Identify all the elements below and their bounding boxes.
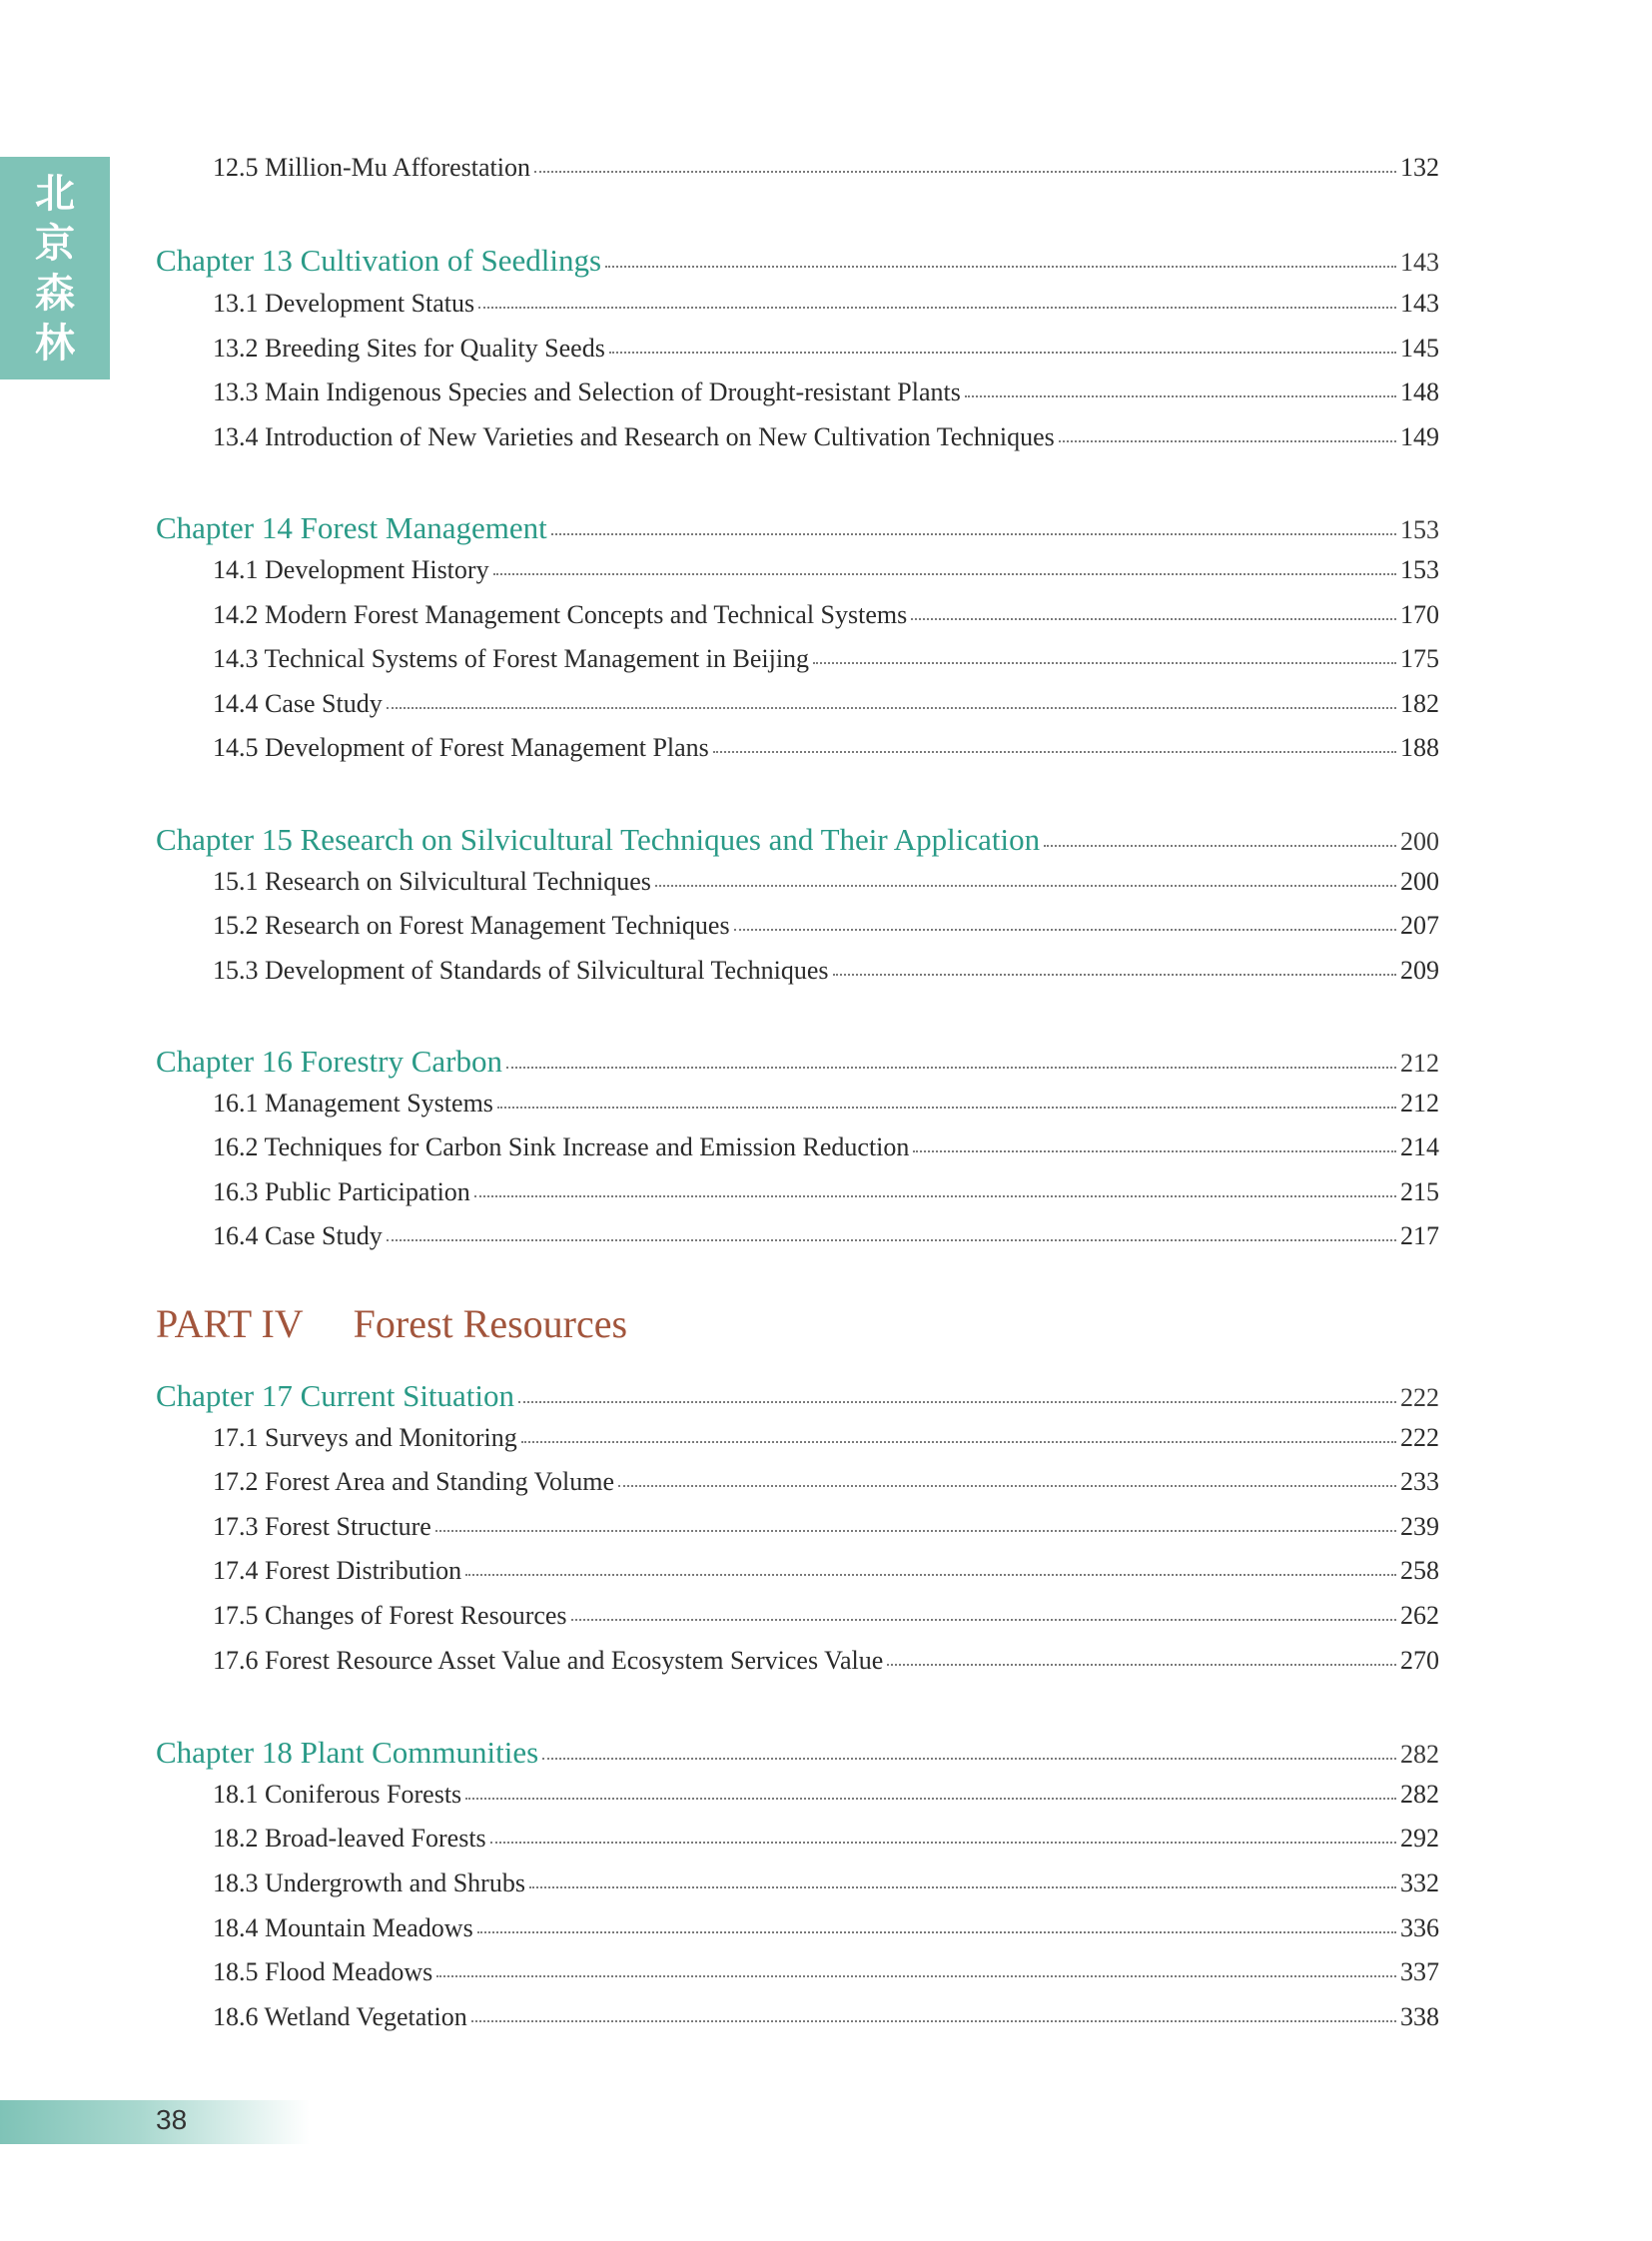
toc-entry-page: 148 xyxy=(1400,377,1439,406)
toc-entry[interactable] xyxy=(213,1601,1439,1631)
part-title: Forest Resources xyxy=(353,1301,628,1346)
dot-leader xyxy=(713,751,1396,753)
toc-entry-page: 188 xyxy=(1400,733,1439,762)
toc-entry-title: 15.2 Research on Forest Management Techniques xyxy=(213,911,730,940)
page-number: 38 xyxy=(156,2104,188,2135)
dot-leader xyxy=(913,1150,1396,1152)
toc-entry-title: 14.1 Development History xyxy=(213,555,489,584)
toc-entry-page: 270 xyxy=(1400,1646,1439,1675)
dot-leader xyxy=(618,1485,1396,1487)
toc-entry-page: 222 xyxy=(1400,1423,1439,1452)
dot-leader xyxy=(609,352,1396,354)
dot-leader xyxy=(965,395,1396,397)
toc-entry[interactable] xyxy=(213,733,1439,763)
dot-leader xyxy=(474,1195,1396,1197)
dot-leader xyxy=(1059,440,1396,442)
toc-entry[interactable] xyxy=(213,2002,1439,2032)
toc-entry[interactable] xyxy=(213,1177,1439,1207)
toc-entry-title: 13.4 Introduction of New Varieties and Research on New Cultivation Techniques xyxy=(213,422,1055,451)
toc-entry-title: 14.4 Case Study xyxy=(213,689,383,718)
toc-entry-page: 233 xyxy=(1400,1467,1439,1496)
toc-chapter-18[interactable] xyxy=(156,1735,1439,1771)
toc-entry[interactable] xyxy=(213,1913,1439,1943)
toc-entry-title: 16.4 Case Study xyxy=(213,1221,383,1250)
chapter-page: 143 xyxy=(1400,248,1439,277)
toc-chapter-15[interactable] xyxy=(156,822,1439,858)
dot-leader xyxy=(887,1664,1396,1666)
toc-entry-title: 17.2 Forest Area and Standing Volume xyxy=(213,1467,615,1496)
toc-entry-title: 14.2 Modern Forest Management Concepts and Technical Systems xyxy=(213,600,908,629)
dot-leader xyxy=(493,573,1396,575)
toc-entry-title: 13.1 Development Status xyxy=(213,289,475,318)
chapter-title: Chapter 14 Forest Management xyxy=(156,510,547,545)
chapter-title: Chapter 16 Forestry Carbon xyxy=(156,1044,502,1079)
dot-leader xyxy=(551,533,1396,535)
toc-entry-title: 12.5 Million-Mu Afforestation xyxy=(213,153,531,182)
toc-entry-page: 337 xyxy=(1400,1957,1439,1986)
dot-leader xyxy=(478,307,1396,309)
toc-entry-page: 175 xyxy=(1400,644,1439,673)
toc-entry-title: 13.3 Main Indigenous Species and Selection of Drought-resistant Plants xyxy=(213,377,961,406)
chapter-page: 282 xyxy=(1400,1740,1439,1769)
toc-entry-page: 200 xyxy=(1400,867,1439,896)
chapter-title: Chapter 18 Plant Communities xyxy=(156,1735,539,1770)
toc-entry-title: 16.2 Techniques for Carbon Sink Increase and Emission Reduction xyxy=(213,1132,910,1161)
chapter-page: 212 xyxy=(1400,1049,1439,1078)
toc-entry-title: 16.3 Public Participation xyxy=(213,1177,470,1206)
toc-entry[interactable] xyxy=(213,600,1439,630)
dot-leader xyxy=(435,1530,1396,1532)
chapter-page: 222 xyxy=(1400,1383,1439,1412)
toc-entry-page: 170 xyxy=(1400,600,1439,629)
dot-leader xyxy=(465,1798,1396,1800)
dot-leader xyxy=(518,1401,1396,1403)
toc-entry[interactable] xyxy=(213,1132,1439,1162)
toc-entry-title: 14.3 Technical Systems of Forest Management in Beijing xyxy=(213,644,810,673)
side-tab-char: 森 xyxy=(35,270,75,317)
toc-entry[interactable] xyxy=(213,1089,1439,1119)
dot-leader xyxy=(1044,845,1396,847)
dot-leader xyxy=(521,1441,1396,1443)
dot-leader xyxy=(534,171,1396,173)
dot-leader xyxy=(490,1842,1396,1844)
dot-leader xyxy=(605,266,1396,268)
toc-entry[interactable] xyxy=(213,289,1439,319)
toc-entry-page: 209 xyxy=(1400,956,1439,985)
dot-leader xyxy=(497,1107,1396,1109)
toc-entry-title: 18.1 Coniferous Forests xyxy=(213,1780,462,1809)
side-tab-char: 北 xyxy=(35,170,75,217)
footer-bar xyxy=(0,2100,310,2144)
toc-entry-page: 239 xyxy=(1400,1512,1439,1541)
toc-entry[interactable] xyxy=(213,377,1439,407)
toc-entry-page: 207 xyxy=(1400,911,1439,940)
side-tab-logo xyxy=(0,157,110,379)
dot-leader xyxy=(477,1931,1396,1933)
toc-entry-title: 18.3 Undergrowth and Shrubs xyxy=(213,1868,525,1897)
toc-entry-page: 153 xyxy=(1400,555,1439,584)
dot-leader xyxy=(734,929,1396,931)
toc-entry[interactable] xyxy=(213,911,1439,941)
toc-entry[interactable] xyxy=(213,1824,1439,1854)
toc-entry-title: 17.5 Changes of Forest Resources xyxy=(213,1601,567,1630)
toc-entry[interactable] xyxy=(213,1556,1439,1586)
dot-leader xyxy=(436,1975,1396,1977)
side-tab-char: 京 xyxy=(35,220,75,267)
chapter-title: Chapter 15 Research on Silvicultural Techniques and Their Application xyxy=(156,822,1041,857)
toc-entry-page: 292 xyxy=(1400,1824,1439,1853)
toc-entry-title: 17.1 Surveys and Monitoring xyxy=(213,1423,517,1452)
toc-chapter-14[interactable] xyxy=(156,510,1439,546)
toc-entry[interactable] xyxy=(213,689,1439,719)
toc-entry-title: 17.6 Forest Resource Asset Value and Ecosystem Services Value xyxy=(213,1646,884,1675)
toc-entry[interactable] xyxy=(213,422,1439,452)
toc-entry-title: 17.4 Forest Distribution xyxy=(213,1556,462,1585)
toc-entry-12-5[interactable] xyxy=(213,153,1439,183)
toc-chapter-16[interactable] xyxy=(156,1044,1439,1080)
toc-entry[interactable] xyxy=(213,1646,1439,1676)
toc-entry-page: 258 xyxy=(1400,1556,1439,1585)
toc-chapter-13[interactable] xyxy=(156,243,1439,279)
toc-entry-title: 18.5 Flood Meadows xyxy=(213,1957,433,1986)
toc-entry-title: 18.2 Broad-leaved Forests xyxy=(213,1824,486,1853)
toc-entry-page: 182 xyxy=(1400,689,1439,718)
toc-entry-title: 18.6 Wetland Vegetation xyxy=(213,2002,467,2031)
toc-entry[interactable] xyxy=(213,1512,1439,1542)
dot-leader xyxy=(506,1067,1396,1069)
toc-entry-title: 15.3 Development of Standards of Silvicultural Techniques xyxy=(213,956,829,985)
toc-entry[interactable] xyxy=(213,1221,1439,1251)
toc-entry-page: 149 xyxy=(1400,422,1439,451)
toc-entry-page: 215 xyxy=(1400,1177,1439,1206)
side-tab-char: 林 xyxy=(35,320,75,367)
dot-leader xyxy=(471,2020,1396,2022)
toc-entry[interactable] xyxy=(213,956,1439,986)
toc-entry-title: 14.5 Development of Forest Management Plans xyxy=(213,733,709,762)
dot-leader xyxy=(465,1574,1396,1576)
dot-leader xyxy=(542,1758,1396,1760)
toc-entry[interactable] xyxy=(213,1957,1439,1987)
chapter-page: 200 xyxy=(1400,827,1439,856)
part-heading[interactable] xyxy=(156,1300,627,1347)
chapter-page: 153 xyxy=(1400,515,1439,544)
dot-leader xyxy=(387,1239,1396,1241)
toc-entry-page: 143 xyxy=(1400,289,1439,318)
dot-leader xyxy=(529,1886,1396,1888)
dot-leader xyxy=(813,662,1396,664)
part-number: PART IV xyxy=(156,1301,304,1346)
dot-leader xyxy=(833,974,1396,976)
dot-leader xyxy=(655,885,1396,887)
toc-entry[interactable] xyxy=(213,867,1439,897)
toc-entry[interactable] xyxy=(213,1780,1439,1810)
toc-entry[interactable] xyxy=(213,1868,1439,1898)
toc-entry-title: 16.1 Management Systems xyxy=(213,1089,493,1118)
toc-entry-page: 145 xyxy=(1400,334,1439,363)
toc-entry-page: 214 xyxy=(1400,1132,1439,1161)
toc-entry[interactable] xyxy=(213,1423,1439,1453)
toc-chapter-17[interactable] xyxy=(156,1378,1439,1414)
dot-leader xyxy=(911,618,1396,620)
chapter-title: Chapter 17 Current Situation xyxy=(156,1378,515,1413)
toc-entry-title: 18.4 Mountain Meadows xyxy=(213,1913,473,1942)
toc-entry-page: 217 xyxy=(1400,1221,1439,1250)
toc-entry[interactable] xyxy=(213,334,1439,364)
chapter-title: Chapter 13 Cultivation of Seedlings xyxy=(156,243,602,278)
dot-leader xyxy=(387,707,1396,709)
toc-entry-page: 338 xyxy=(1400,2002,1439,2031)
toc-entry-page: 262 xyxy=(1400,1601,1439,1630)
toc-entry[interactable] xyxy=(213,1467,1439,1497)
toc-entry-page: 336 xyxy=(1400,1913,1439,1942)
toc-entry-page: 132 xyxy=(1400,153,1439,182)
toc-entry-title: 13.2 Breeding Sites for Quality Seeds xyxy=(213,334,605,363)
dot-leader xyxy=(571,1619,1396,1621)
toc-entry-page: 332 xyxy=(1400,1868,1439,1897)
toc-entry-page: 282 xyxy=(1400,1780,1439,1809)
toc-entry[interactable] xyxy=(213,555,1439,585)
toc-entry-title: 17.3 Forest Structure xyxy=(213,1512,431,1541)
toc-entry-page: 212 xyxy=(1400,1089,1439,1118)
toc-entry[interactable] xyxy=(213,644,1439,674)
toc-entry-title: 15.1 Research on Silvicultural Techniques xyxy=(213,867,651,896)
